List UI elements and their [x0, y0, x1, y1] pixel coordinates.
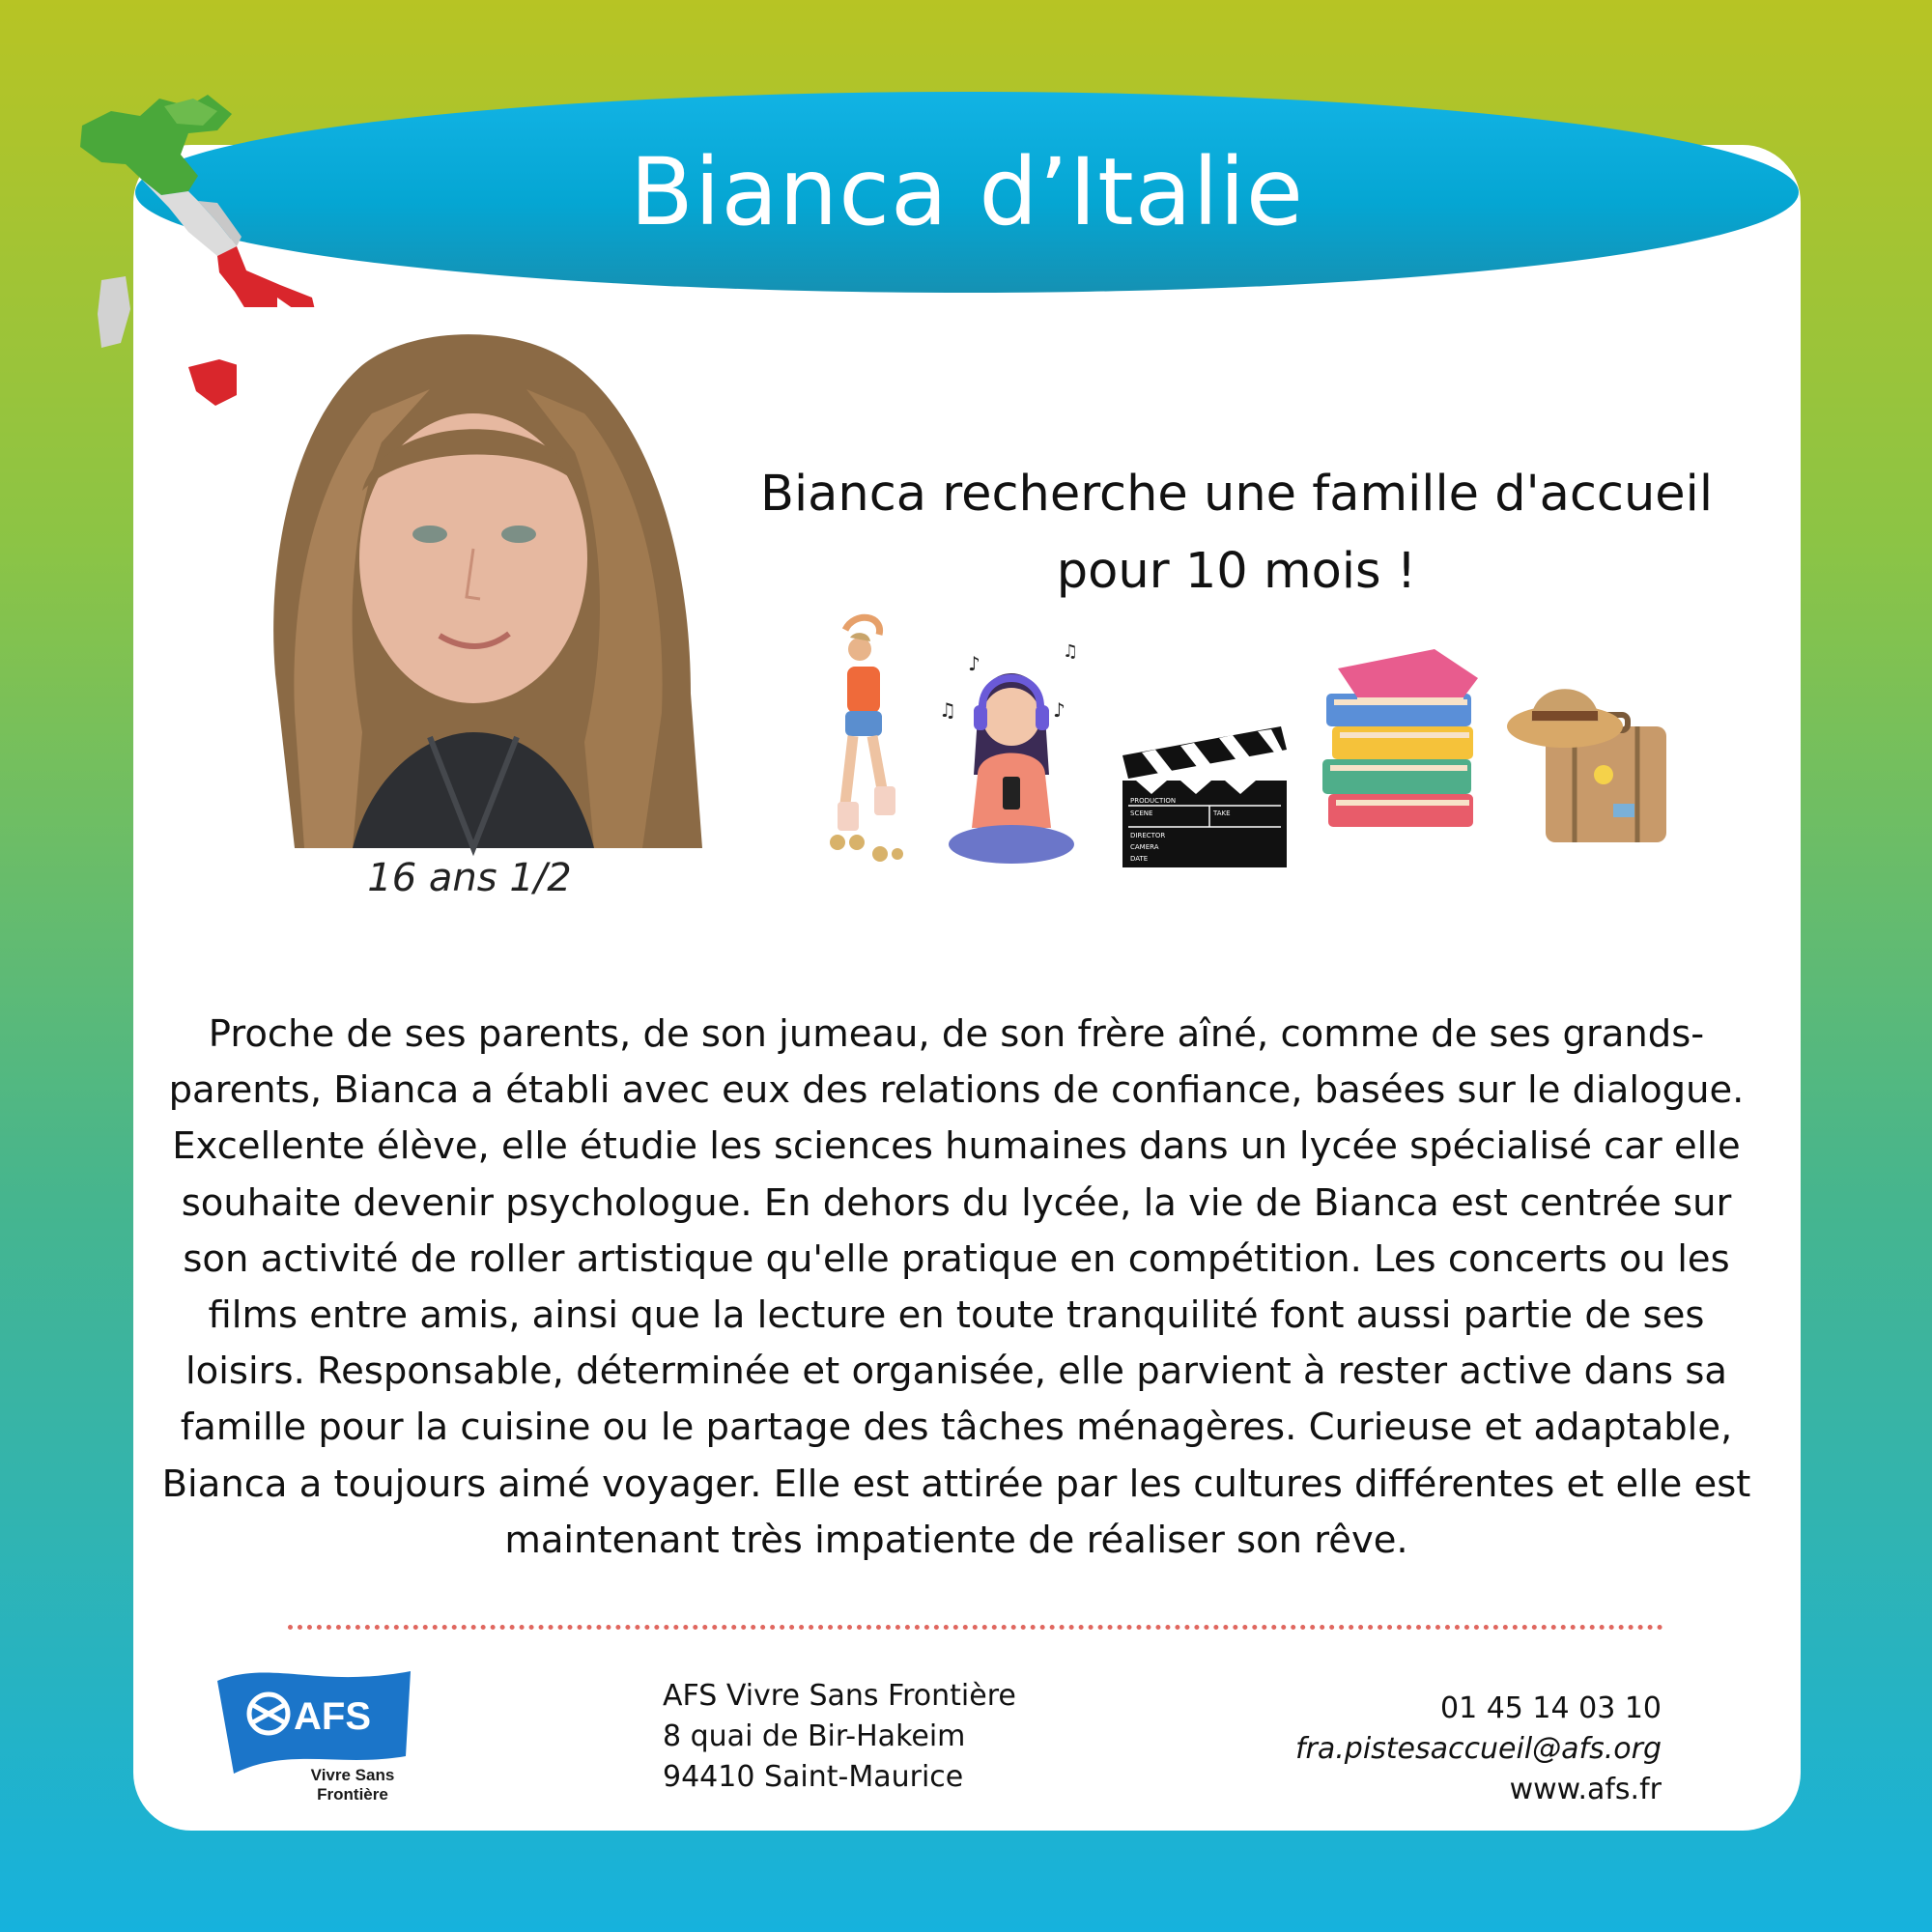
contact-info: [1295, 1689, 1662, 1810]
clapper-date: DATE: [1130, 855, 1149, 863]
svg-text:♫: ♫: [1063, 641, 1079, 662]
page-title: Bianca d’Italie: [630, 138, 1304, 246]
clapper-director: DIRECTOR: [1130, 832, 1166, 839]
website-link[interactable]: www.afs.fr: [1509, 1773, 1662, 1806]
email-link[interactable]: fra.pistesaccueil@afs.org: [1294, 1732, 1662, 1766]
address-line-1: AFS Vivre Sans Frontière: [663, 1679, 1016, 1713]
postal-address: [663, 1676, 1016, 1798]
profile-description: Proche de ses parents, de son jumeau, de son frère aîné, comme de ses grands-parents, Bianca a établi avec eux des relations de confiance, basées sur le dialogue. Excellente élève, elle étudie les sciences humaines dans un lycée spécialisé car elle souhaite devenir psychologue. En dehors du lycée, la vie de Bianca est centrée sur son activité de roller artistique qu'elle pratique en compétition. Les concerts ou les films entre amis, ainsi que la lecture en toute tranquilité font aussi partie de ses loisirs. Responsable, déterminée et organisée, elle parvient à rester active dans sa famille pour la cuisine ou le partage des tâches ménagères. Curieuse et adaptable, Bianca a toujours aimé voyager. Elle est attirée par les cultures différentes et elle est maintenant très impatiente de réaliser son rêve.: [161, 1012, 1751, 1562]
profile-photo: [237, 307, 702, 848]
clapper-camera: CAMERA: [1130, 843, 1159, 851]
roller-skater-icon: [816, 611, 903, 869]
afs-logo-tagline-2: Frontière: [317, 1785, 388, 1804]
clapperboard-icon: [1122, 611, 1289, 869]
address-line-2: 8 quai de Bir-Hakeim: [663, 1719, 966, 1753]
headline: Bianca recherche une famille d'accueil pour 10 mois !: [760, 466, 1713, 600]
clapper-production: PRODUCTION: [1130, 797, 1177, 805]
age-label: 16 ans 1/2: [367, 856, 572, 900]
afs-logo-name: AFS: [294, 1695, 371, 1738]
section-divider: [288, 1625, 1663, 1630]
svg-text:♫: ♫: [939, 698, 956, 722]
afs-logo: [213, 1660, 415, 1804]
phone-number: 01 45 14 03 10: [1439, 1691, 1662, 1725]
clapper-scene: SCENE: [1130, 810, 1153, 817]
travel-hat-suitcase-icon: [1507, 611, 1671, 869]
music-listener-icon: [939, 611, 1079, 869]
address-line-3: 94410 Saint-Maurice: [663, 1760, 964, 1794]
title-banner: [135, 92, 1799, 293]
clapper-take: TAKE: [1213, 810, 1231, 817]
svg-text:♪: ♪: [968, 652, 980, 675]
afs-logo-tagline-1: Vivre Sans: [310, 1766, 395, 1784]
svg-text:♪: ♪: [1053, 698, 1065, 722]
books-icon: [1319, 611, 1483, 869]
